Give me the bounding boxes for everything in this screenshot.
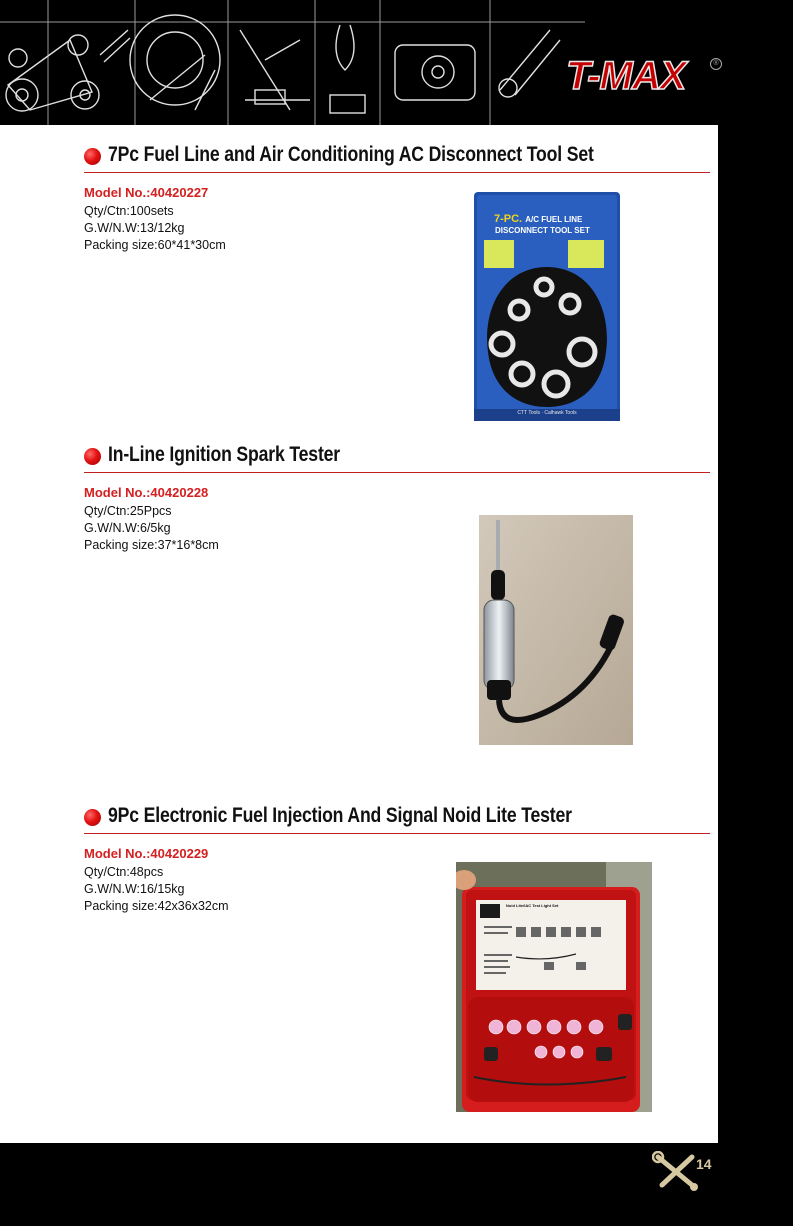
gross-net-weight: G.W/N.W:6/5kg	[84, 521, 171, 535]
product-photo-spark-tester	[479, 515, 633, 745]
qty-per-carton: Qty/Ctn:100sets	[84, 204, 174, 218]
model-number: Model No.:40420228	[84, 485, 209, 500]
logo-text: T-MAX	[566, 54, 686, 98]
section-divider	[84, 472, 710, 473]
bullet-icon	[84, 809, 101, 826]
right-margin-strip	[718, 125, 793, 1143]
packing-size: Packing size:37*16*8cm	[84, 538, 219, 552]
product-photo-ac-disconnect-set	[474, 192, 620, 421]
product-title: 9Pc Electronic Fuel Injection And Signal Noid Lite Tester	[108, 804, 572, 827]
qty-per-carton: Qty/Ctn:25Ppcs	[84, 504, 172, 518]
packing-size: Packing size:60*41*30cm	[84, 238, 226, 252]
card-title-small: A/C FUEL LINE	[525, 215, 583, 224]
page-number: 14	[696, 1156, 712, 1172]
model-number: Model No.:40420229	[84, 846, 209, 861]
card-footer: CTT Tools · Calhawk Tools	[517, 410, 577, 416]
qty-per-carton: Qty/Ctn:48pcs	[84, 865, 164, 879]
header-banner	[0, 0, 793, 125]
section-divider	[84, 833, 710, 834]
tool-lineart-banner	[0, 0, 585, 125]
bullet-icon	[84, 148, 101, 165]
gross-net-weight: G.W/N.W:16/15kg	[84, 882, 185, 896]
footer	[0, 1143, 793, 1226]
gross-net-weight: G.W/N.W:13/12kg	[84, 221, 185, 235]
product-photo-noid-lite-set	[456, 862, 652, 1112]
bullet-icon	[84, 448, 101, 465]
card-title-line2: DISCONNECT TOOL SET	[495, 226, 590, 235]
brand-logo	[566, 50, 716, 102]
product-title: 7Pc Fuel Line and Air Conditioning AC Disconnect Tool Set	[108, 143, 594, 166]
model-number: Model No.:40420227	[84, 185, 209, 200]
wrench-screwdriver-icon	[652, 1151, 700, 1193]
registered-mark: ®	[710, 58, 722, 70]
packing-size: Packing size:42x36x32cm	[84, 899, 229, 913]
card-title-big: 7-PC.	[494, 213, 523, 225]
section-divider	[84, 172, 710, 173]
product-title: In-Line Ignition Spark Tester	[108, 443, 340, 466]
sheet-title: Noid Lite/IAC Test Light Set	[506, 903, 559, 908]
